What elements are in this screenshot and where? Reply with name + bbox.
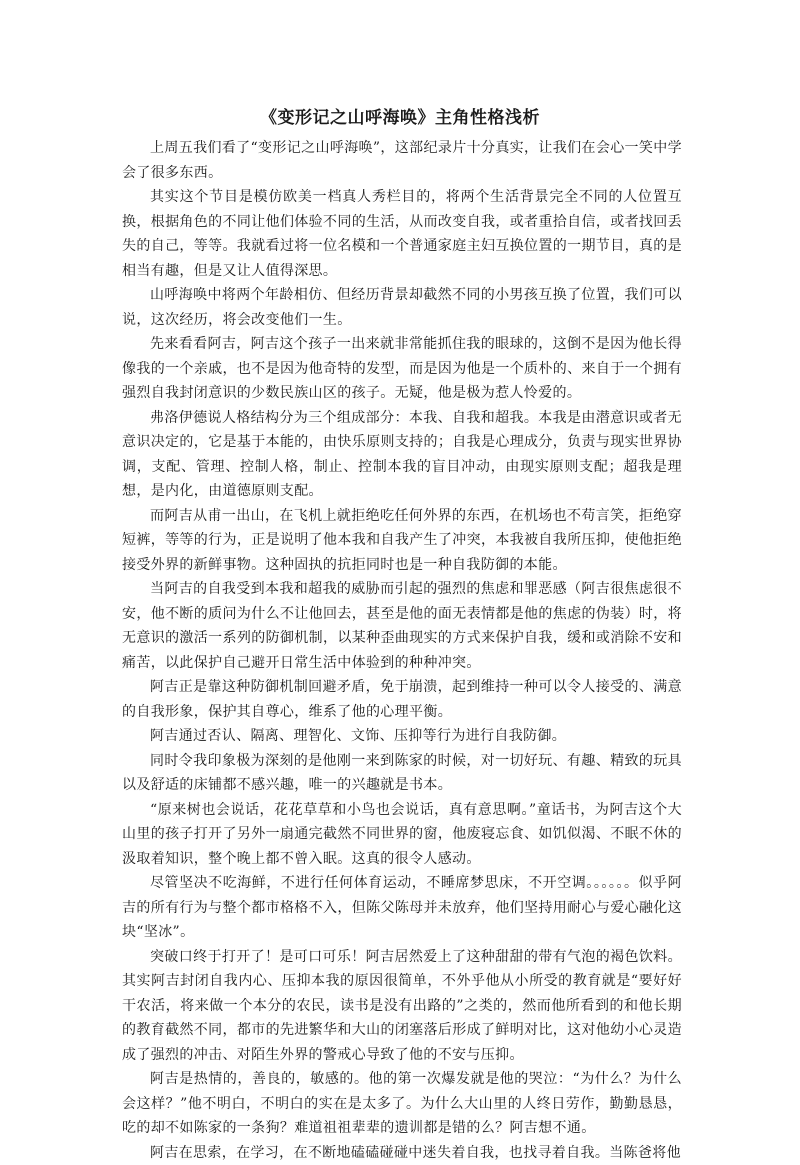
paragraph: 阿吉是热情的，善良的，敏感的。他的第一次爆发就是他的哭泣：“为什么？为什么会这样？”他不明白，不明白的实在是太多了。为什么大山里的人终日劳作，勤勤恳恳，吃的却不如陈家的一条狗？难道祖祖辈辈的遗训都是错的么？阿吉想不通。 xyxy=(122,1067,682,1141)
paragraph: 上周五我们看了“变形记之山呼海唤”，这部纪录片十分真实，让我们在会心一笑中学会了很多东西。 xyxy=(122,136,682,185)
paragraph: 阿吉在思索，在学习，在不断地磕磕碰碰中迷失着自我，也找寻着自我。当陈爸将他 xyxy=(122,1141,682,1165)
paragraph: 尽管坚决不吃海鲜，不进行任何体育运动，不睡席梦思床，不开空调。。。。。。似乎阿吉的所有行为与整个都市格格不入，但陈父陈母并未放弃，他们坚持用耐心与爱心融化这块“坚冰”。 xyxy=(122,871,682,945)
paragraph: 阿吉正是靠这种防御机制回避矛盾，免于崩溃，起到维持一种可以令人接受的、满意的自我形象，保护其自尊心，维系了他的心理平衡。 xyxy=(122,675,682,724)
paragraph: 弗洛伊德说人格结构分为三个组成部分：本我、自我和超我。本我是由潜意识或者无意识决定的，它是基于本能的，由快乐原则支持的；自我是心理成分，负责与现实世界协调，支配、管理、控制人格，制止、控制本我的盲目冲动，由现实原则支配；超我是理想，是内化，由道德原则支配。 xyxy=(122,406,682,504)
paragraph: 山呼海唤中将两个年龄相仿、但经历背景却截然不同的小男孩互换了位置，我们可以说，这次经历，将会改变他们一生。 xyxy=(122,283,682,332)
paragraph: 同时令我印象极为深刻的是他刚一来到陈家的时候，对一切好玩、有趣、精致的玩具以及舒适的床铺都不感兴趣，唯一的兴趣就是书本。 xyxy=(122,749,682,798)
document-title: 《变形记之山呼海唤》主角性格浅析 xyxy=(0,107,800,129)
paragraph: 当阿吉的自我受到本我和超我的威胁而引起的强烈的焦虑和罪恶感（阿吉很焦虑很不安，他不断的质问为什么不让他回去，甚至是他的面无表情都是他的焦虑的伪装）时，将无意识的激活一系列的防御机制，以某种歪曲现实的方式来保护自我，缓和或消除不安和痛苦，以此保护自己避开日常生活中体验到的种种冲突。 xyxy=(122,577,682,675)
paragraph: 而阿吉从甫一出山，在飞机上就拒绝吃任何外界的东西，在机场也不苟言笑，拒绝穿短裤，等等的行为，正是说明了他本我和自我产生了冲突，本我被自我所压抑，使他拒绝接受外界的新鲜事物。这种固执的抗拒同时也是一种自我防御的本能。 xyxy=(122,504,682,578)
paragraph: “原来树也会说话，花花草草和小鸟也会说话，真有意思啊。”童话书，为阿吉这个大山里的孩子打开了另外一扇通完截然不同世界的窗，他废寝忘食、如饥似渴、不眠不休的汲取着知识，整个晚上都不曾入眠。这真的很令人感动。 xyxy=(122,798,682,872)
paragraph: 其实这个节目是模仿欧美一档真人秀栏目的，将两个生活背景完全不同的人位置互换，根据角色的不同让他们体验不同的生活，从而改变自我，或者重拾自信，或者找回丢失的自己，等等。我就看过将一位名模和一个普通家庭主妇互换位置的一期节目，真的是相当有趣，但是又让人值得深思。 xyxy=(122,185,682,283)
paragraph: 阿吉通过否认、隔离、理智化、文饰、压抑等行为进行自我防御。 xyxy=(122,724,682,749)
paragraph: 先来看看阿吉，阿吉这个孩子一出来就非常能抓住我的眼球的，这倒不是因为他长得像我的一个亲戚，也不是因为他奇特的发型，而是因为他是一个质朴的、来自于一个拥有强烈自我封闭意识的少数民族山区的孩子。无疑，他是极为惹人怜爱的。 xyxy=(122,332,682,406)
document-body xyxy=(122,136,682,1165)
paragraph: 突破口终于打开了！是可口可乐！阿吉居然爱上了这种甜甜的带有气泡的褐色饮料。其实阿吉封闭自我内心、压抑本我的原因很简单，不外乎他从小所受的教育就是“要好好干农活，将来做一个本分的农民，读书是没有出路的”之类的，然而他所看到的和他长期的教育截然不同，都市的先进繁华和大山的闭塞落后形成了鲜明对比，这对他幼小心灵造成了强烈的冲击、对陌生外界的警戒心导致了他的不安与压抑。 xyxy=(122,945,682,1068)
